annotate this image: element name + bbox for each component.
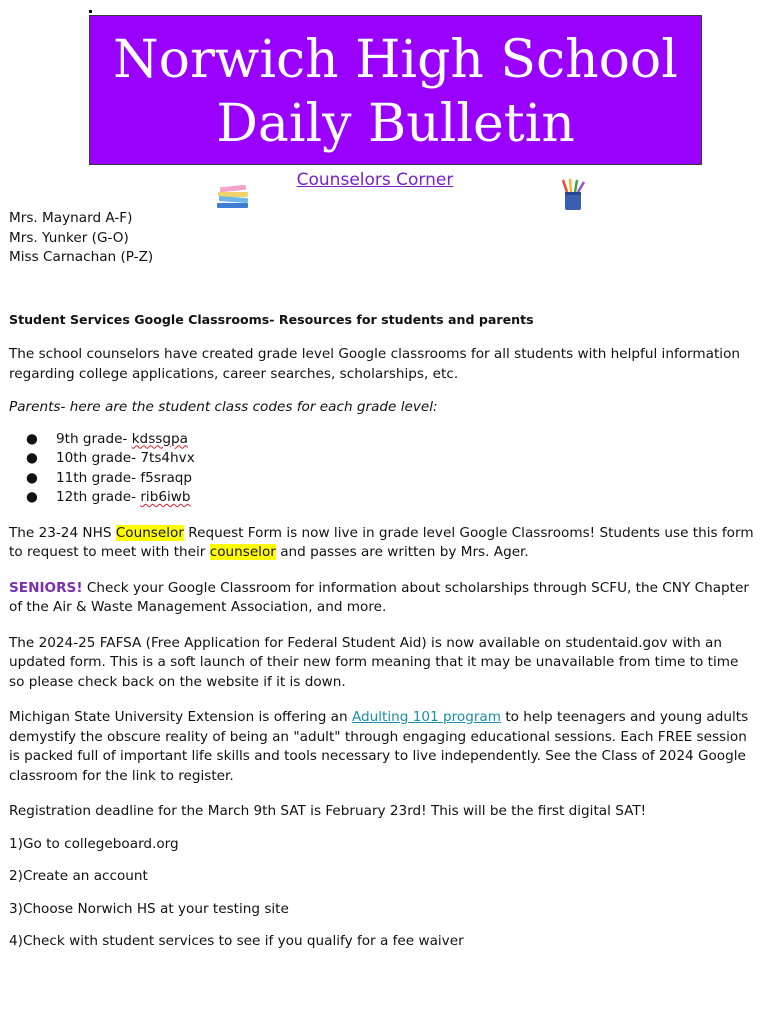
grade-label: 12th grade- [56, 489, 141, 505]
intro-paragraph: The school counselors have created grade level Google classrooms for all students with helpful information regarding college applications, career searches, scholarships, etc. [9, 346, 741, 382]
highlighted-counselor: Counselor [115, 524, 184, 541]
sat-step: 2)Create an account [9, 868, 148, 884]
section-heading: Student Services Google Classrooms- Resources for students and parents [9, 311, 534, 327]
grade-label: 11th grade- [56, 469, 141, 486]
bullet-icon: ● [26, 450, 38, 466]
seniors-paragraph [9, 579, 754, 618]
msu-text: to help teenagers and young adults demystify the obscure reality of being an "adult" through engaging educational sessions. Each FREE session is packed full of important life skills and tools necessary to live independently. See the Class of 2024 Google classroom for the link to register. [9, 709, 749, 784]
class-code-item [9, 488, 754, 508]
bulletin-content [9, 209, 754, 952]
bullet-icon: ● [26, 430, 38, 447]
bullet-icon: ● [26, 469, 38, 486]
class-codes-list [9, 430, 754, 508]
counselors-corner-title: Counselors Corner [296, 170, 454, 190]
request-form-text: The 23-24 NHS [9, 524, 116, 541]
fafsa-paragraph: The 2024-25 FAFSA (Free Application for Federal Student Aid) is now available on studentaid.gov with an updated form. This is a soft launch of their new form meaning that it may be unavailable from time to time so please check back on the website if it is down. [9, 634, 739, 690]
sat-paragraph: Registration deadline for the March 9th SAT is February 23rd! This will be the first digital SAT! [9, 803, 647, 819]
sat-step: 1)Go to collegeboard.org [9, 835, 179, 852]
stray-dot [89, 10, 92, 13]
banner-title-line1: Norwich High School [113, 30, 678, 90]
highlighted-counselor: counselor [209, 544, 276, 560]
class-code: kdssgpa [131, 430, 188, 447]
grade-label: 10th grade- [56, 450, 141, 466]
msu-text: Michigan State University Extension is offering an [9, 709, 352, 725]
sat-step: 4)Check with student services to see if you qualify for a fee waiver [9, 933, 464, 949]
class-code: f5sraqp [140, 469, 193, 486]
counselor-item: Miss Carnachan (P-Z) [9, 249, 154, 265]
class-code-item [9, 469, 754, 489]
class-code: 7ts4hvx [140, 450, 195, 466]
parents-line: Parents- here are the student class codes for each grade level: [9, 399, 438, 415]
bullet-icon: ● [26, 489, 38, 505]
seniors-label: SENIORS! [9, 579, 83, 596]
banner-title-line2: Daily Bulletin [216, 94, 575, 154]
class-code-item [9, 430, 754, 450]
request-form-paragraph [9, 524, 754, 563]
adulting-101-link[interactable]: Adulting 101 program [351, 709, 501, 725]
sat-step: 3)Choose Norwich HS at your testing site [9, 900, 289, 917]
request-form-text: and passes are written by Mrs. Ager. [275, 544, 529, 560]
class-code-item [9, 449, 754, 469]
bulletin-banner [89, 15, 702, 165]
pencil-cup-icon [560, 178, 586, 212]
counselor-item: Mrs. Yunker (G-O) [9, 229, 129, 246]
grade-label: 9th grade- [56, 430, 132, 447]
msu-paragraph [9, 708, 754, 786]
sat-steps [9, 835, 754, 952]
class-code: rib6iwb [140, 489, 191, 505]
request-form-text: Request Form is now live in grade level Google Classrooms! Students use this form to request to meet with their [9, 524, 754, 560]
seniors-text: Check your Google Classroom for information about scholarships through SCFU, the CNY Chapter of the Air & Waste Management Association, and more. [9, 579, 749, 615]
counselor-list [9, 209, 754, 268]
counselor-item: Mrs. Maynard A-F) [9, 210, 133, 226]
